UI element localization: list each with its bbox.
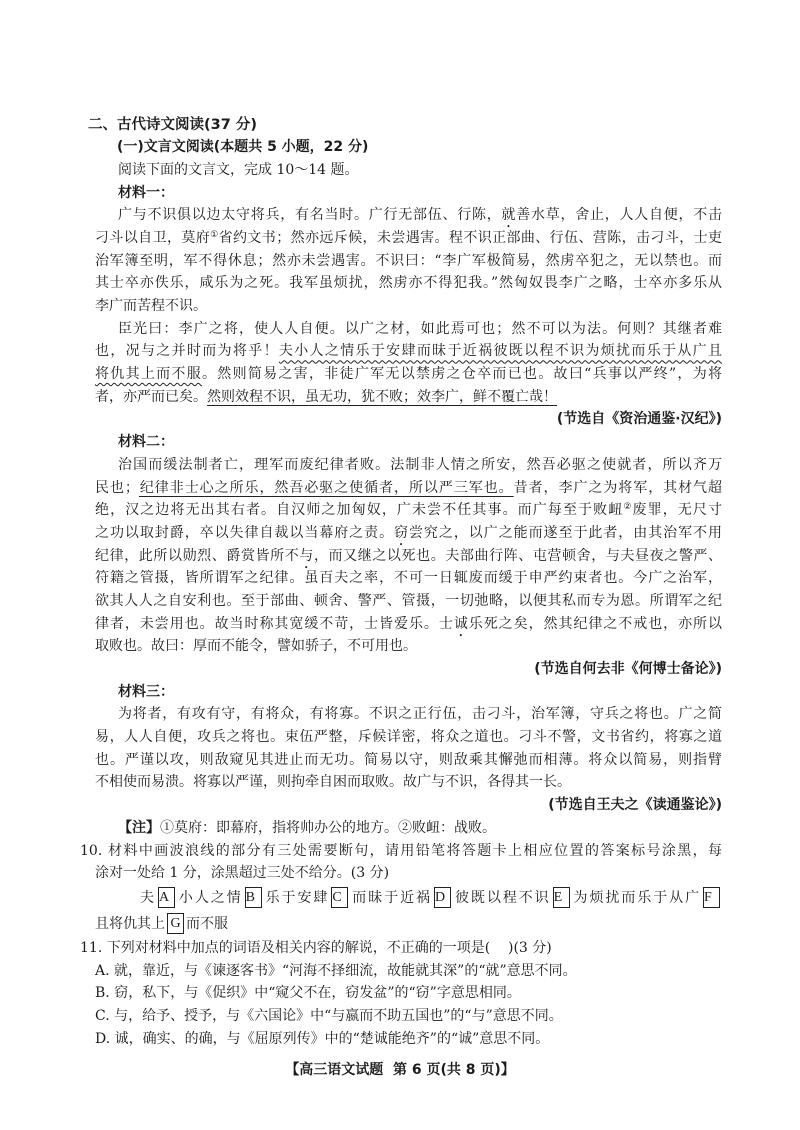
passage-text: 其士卒亦佚乐，咸乐为之死。我军虽烦扰，然虏亦不得犯我。”然匈奴畏李广之略，士卒亦多乐从 [95,275,722,292]
break-marker-box: G [167,913,184,934]
question11-stem: 11. 下列对材料中加点的词语及相关内容的解说，不正确的一项是( )(3 分) [80,939,552,956]
note-label: 【注】 [118,819,160,836]
sentence-text: 且将仇其上 [95,915,165,932]
passage-text: ，而又继之以死也。夫部曲行阵、屯营顿舍，与夫昼夜之警严、 [313,547,723,564]
sentence-text: 为烦扰而乐于从广 [571,889,702,906]
underlined-text: 然则效程不识，虽无功，犹不败；效李广，鲜不覆亡哉！ [207,388,557,405]
material2-label: 材料二： [118,434,174,451]
passage-text: 臣光曰：李广之将，使人人自便。以广之材，如此焉可也；然不可以为法。何则？其继者难 [118,320,722,337]
question10-sentence-row2 [95,911,722,937]
sentence-text: 彼既以程不识 [453,889,551,906]
break-marker-box: F [703,887,720,908]
break-marker-box: D [434,887,451,908]
passage-text: 不相使而易溃。将寡以严谨，则拘牵自困而取败。故广与不识，各得其一长。 [95,774,571,791]
passage-text: 。然则简易之害，非徒广军无以禁虏之仓卒而已也。故曰“兵事以严终”，为将 [202,366,723,383]
passage-text: 废罪，无尺寸 [632,502,723,519]
section-title: 二、古代诗文阅读(37 分) [88,116,257,133]
sentence-text: 而不服 [186,915,228,932]
material3-line [95,703,722,726]
material2-line [95,522,722,545]
question11-option-c: C. 与，给予、授予，与《六国论》中“与嬴而不助五国也”的“与”意思不同。 [95,1007,563,1024]
material2-line [95,635,722,658]
break-marker-box: B [245,887,262,908]
wavy-underlined-text: 将仇其上而不服 [95,366,202,383]
material1-line [95,386,722,409]
question10-stem: 10. 材料中画波浪线的部分有三处需要断句，请用铅笔将答题卡上相应位置的答案标号涂黑，每 [80,842,722,859]
material1-line [95,363,722,386]
material3-source: (节选自王夫之《读通鉴论》) [548,797,722,814]
emphasized-word: 诚 [453,615,469,632]
passage-text: 绝，汉之边将无出其右者。自汉师之加匈奴，广未尝不任其事。而广每至于败衄 [95,502,624,519]
footnote-marker: ② [623,502,633,513]
break-marker-box: C [331,887,348,908]
break-marker-box: E [553,887,570,908]
material1-line [95,204,722,227]
material1-line [95,318,722,341]
passage-text: 乐死之矣，然其纪律之不戒也，亦所以 [468,615,722,632]
emphasized-word: 与 [299,547,314,564]
passage-text: 治国而缓法制者亡，理军而废纪律者败。法制非人情之所安，然吾必驱之使就者，所以齐万 [118,456,722,473]
question11-option-d: D. 诚，确实、的确，与《屈原列传》中的“楚诚能绝齐”的“诚”意思不同。 [95,1030,550,1047]
page-footer: 【高三语文试题 第 6 页(共 8 页)】 [285,1062,515,1078]
passage-text: 治军簿至明，军不得休息；然亦未尝遇害。不识曰：“李广军极简易，然虏卒犯之，无以禁也。而 [95,252,722,269]
passage-text: 刁斗以自卫，莫府 [95,229,211,246]
passage-text: 律者，未尝用也。故当时称其宽缓不苛，士皆爱乐。士 [95,615,454,632]
passage-text: 省约文书；然亦远斥候，未尝遇害。程不识正部曲、行伍、营陈，击刁斗，士吏 [218,229,723,246]
reading-instruction: 阅读下面的文言文，完成 10～14 题。 [118,161,359,178]
question10-stem-continued: 涂对一处给 1 分，涂黑超过三处不给分。(3 分) [95,865,390,882]
underlined-text: 纪律非士心之所乐，然吾必驱之使循者，所以严三军也。 [138,479,514,496]
material1-line [95,250,722,273]
page-content [80,114,723,1051]
sentence-text: 夫 [140,889,156,906]
material2-source: (节选自何去非《何博士备论》) [534,661,722,677]
wavy-underlined-text: 夫小人之情乐于安肆而昧于近祸彼既以程不识为烦扰而乐于从广且 [278,343,723,360]
footnote-marker: ① [210,229,219,240]
passage-text: 昔者，李广之为将军，其材气超 [513,479,723,496]
passage-text: 为将者，有攻有守，有将众，有将寡。不识之正行伍，击刁斗，治军簿，守兵之将也。广之简 [118,706,722,723]
material2-line [95,545,722,568]
note-text: ①莫府：即幕府，指将帅办公的地方。②败衄：战败。 [160,819,496,836]
passage-text: 李广而苦程不识。 [95,298,207,314]
material1-source: (节选自《资治通鉴·汉纪》) [556,411,722,428]
sentence-text: 而昧于近祸 [350,889,432,906]
passage-text: 纪律，此所以勋烈、爵赏皆所不 [95,547,300,564]
sentence-text: 小人之情 [176,889,243,906]
material2-line [95,567,722,590]
question11-option-b: B. 窃，私下，与《促织》中“窥父不在，窃发盆”的“窃”字意思相同。 [95,985,521,1002]
sentence-text: 乐于安肆 [263,889,330,906]
passage-text: 欲其人人之自安利也。至于部曲、顿舍、警严、管摄，一切弛略，以便其私而专为恩。所谓军之纪 [95,592,722,609]
material3-line [95,749,722,772]
material3-line [95,726,722,749]
passage-text: 也。严谨以攻，则敌窥见其进止而无功。简易以守，则敌乘其懈弛而相薄。将众以简易，则指臂 [95,751,722,768]
emphasized-word: 就 [501,207,517,224]
material2-line [95,454,722,477]
material1-line [95,340,722,363]
passage-text: 尝究之，以广之能而遂至于此者，由其治军不用 [408,524,723,541]
passage-text: 易，人人自便，攻兵之将也。束伍严整，斥候详密，将众之道也。刁斗不警，文书省约，将寡之道 [95,729,722,746]
passage-text: 广与不识俱以边太守将兵，有名当时。广行无部伍、行陈， [118,207,502,224]
material3-label: 材料三： [118,683,174,700]
material2-line [95,590,722,613]
passage-text: 符籍之管摄，皆所谓军之纪律。虽百夫之率，不可一日辄废而缓于申严约束者也。今广之治军， [95,570,722,587]
passage-text: 善水草，舍止，人人自便，不击 [516,207,722,224]
passage-text: 者，亦严而已矣。 [95,388,207,405]
material1-line [95,272,722,295]
passage-text: 之功以取封爵，卒以失律自裁以当幕府之责。 [95,524,395,541]
material1-line [95,227,722,250]
material2-line [95,477,722,500]
material2-line [95,499,722,522]
annotation-note [95,817,722,840]
passage-text: 也，况与之并时而为将乎！ [95,343,279,360]
passage-text: 民也； [95,479,139,496]
material1-label: 材料一： [118,184,174,201]
material3-line [95,771,722,794]
material2-line [95,613,722,636]
passage-text: 取败也。故曰：厚而不能令，譬如骄子，不可用也。 [95,638,417,655]
subsection-title: (一)文言文阅读(本题共 5 小题，22 分) [117,139,369,156]
break-marker-box: A [158,887,175,908]
question10-sentence-row1 [95,885,722,911]
emphasized-word: 窃 [394,524,409,541]
material1-line [95,295,722,318]
question11-option-a: A. 就，靠近，与《谏逐客书》“河海不择细流，故能就其深”的“就”意思不同。 [95,962,577,979]
